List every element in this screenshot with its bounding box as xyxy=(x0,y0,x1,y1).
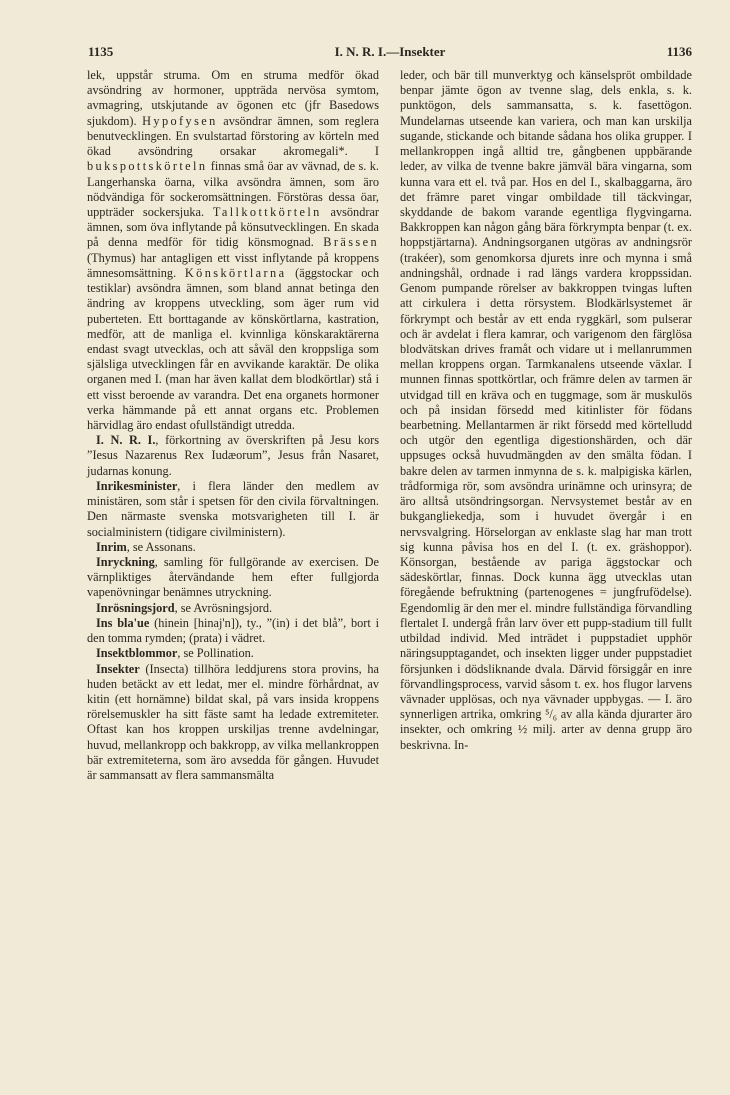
page-number-right: 1136 xyxy=(666,44,692,59)
entry-inrikesminister: Inrikesminister, i flera länder den medlem av ministären, som står i spetsen för den civila förvaltningen. Den närmaste svenska motsvarigheten till I. är socialministern (tidigare civilministern). xyxy=(87,478,379,539)
page-number-left: 1135 xyxy=(88,44,114,59)
entry-inrim: Inrim, se Assonans. xyxy=(96,539,196,554)
entry-headword: Inrim xyxy=(96,539,127,554)
running-header xyxy=(88,44,692,60)
entry-headword: Inrösningsjord xyxy=(96,600,175,615)
term-brassen: Brässen xyxy=(323,235,379,250)
right-column xyxy=(400,68,692,753)
entry-insekter: Insekter (Insecta) tillhöra leddjurens stora provins, ha huden betäckt av ett ledat, mer el. mindre förhårdnat, av kitin (ett hornämne) bildat skal, på vars insida kroppens rörelsemuskler ha sitt fäste samt ha ledade extremiteter. Oftast kan hos kroppen urskiljas trenne avdelningar, huvud, mellankropp och bakkropp, av vilka mellankroppen bär extremiteterna, som äro avsedda för gången. Huvudet är sammansatt av flera sammansmälta xyxy=(87,661,379,783)
entry-headword: Insekter xyxy=(96,661,140,676)
entry-headword: I. N. R. I. xyxy=(96,433,156,448)
term-hypofysen: Hypofysen xyxy=(142,113,218,128)
entry-headword: Inryckning xyxy=(96,555,155,569)
entry-headword: Insektblommor xyxy=(96,646,178,661)
entry-headword: Ins bla'ue xyxy=(96,615,150,630)
insekter-continuation: leder, och bär till munverktyg och känselspröt ombildade benpar jämte ögon av tvenne slag, dels enkla, s. k. punktögon, dels sammansatta, s. k. fasettögon. Mundelarnas utseende kan variera, och man kan urskilja sugande, stickande och bitande sådana hos olika grupper. I mellankroppen ingå alltid tre, gångbenen uppbärande leder, av vilka de tvenne bakre jämväl bära vingarna, som kunna vara ett el. två par. Hos en del I., skalbaggarna, äro det främre paret vingar ombildade till täckvingar, skyddande de bakom varande egentliga flygvingarna. Bakkroppen kan någon gång bära förkrympta benpar (t. ex. hoppstjärtarna). Andningsorganen utgöras av andningsrör (trakéer), som genomkorsa djurets inre och mynna i små andningshål, ordnade i rad längs vardera kroppssidan. Genom pumpande rörelser av bakkroppen tvingas luften att cirkulera i detta rörsystem. Blodkärlsystemet är förkrympt och består av ett enda ryggkärl, som pulserar och är avdelat i flera kamrar, och varigenom den färglösa blodvätskan drives framåt och vidare ut i mellanrummen mellan kroppens organ. Tarmkanalens utseende växlar. I munnen finnas spottkörtlar, och främre delen av tarmen är utvidgad till en kräva och en tuggmage, som är muskulös och på insidan försedd med kitinlister för födans bearbetning. Mellantarmen är rikt försedd med körtelludd och utgör den egentliga digestionshärden, och där uppsuges också huvudmängden av den smälta födan. I bakre delen av tarmen inmynna de s. k. malpigiska kärlen, trådformiga rör, som avsöndra urinämne och urinsyra; de äro alltså utsöndringsorgan. Nervsystemet består av en bukgangliekedja, som i huvudet övergår i en nervsvalgring. Hörselorgan av enklaste slag har man trott sig kunna påvisa hos en del I. (t. ex. gräshoppor). Könsorgan, bestående av pariga äggstockar och sädeskörtlar, finnas. Dock kunna ägg utvecklas utan föregående befruktning (partenogenes = jungfrufödelse). Egendomlig är den mer el. mindre fullständiga förvandling flertalet I. undergå från larv över ett pupp-stadium till fullt utbildad individ. Med inträdet i puppstadiet upphör näringsupptagandet, och insekten ligger under puppstadiet försjunken i dödsliknande dvala. Därvid försiggår en inre förvandlingsprocess, varvid såsom t. ex. hos flugor larvens vävnader upplösas, och nya vävnader uppbygas. — I. äro synnerligen artrika, omkring ⁵/₆ av alla kända djurarter äro insekter, och omkring ½ milj. arter av denna grupp äro beskrivna. In- xyxy=(400,68,692,752)
entry-inri: I. N. R. I., förkortning av överskriften på Jesu kors ”Iesus Nazarenus Rex Iudæorum”, Jesus från Nasaret, judarnas konung. xyxy=(87,433,379,478)
entry-inryckning: Inryckning, samling för fullgörande av exercisen. De värnpliktiges återvändande hem efter fullgjorda vapenövningar benämnes utryckning. xyxy=(87,555,379,600)
entry-insektblommor: Insektblommor, se Pollination. xyxy=(96,646,254,661)
term-konskortlarna: Könskörtlarna xyxy=(184,265,287,280)
left-column xyxy=(87,68,379,783)
running-title: I. N. R. I.—Insekter xyxy=(334,44,446,59)
term-bukspottskorteln: bukspottskörteln xyxy=(87,159,208,174)
term-tallkottkorteln: Tallkottkörteln xyxy=(212,204,322,219)
entry-inrosningsjord: Inrösningsjord, se Avrösningsjord. xyxy=(96,600,273,615)
entry-headword: Inrikesminister xyxy=(96,478,178,493)
entry-ins-bla-ue: Ins bla'ue (hinein [hinaj'n]), ty., ”(in) i det blå”, bort i den tomma rymden; (prata) i vädret. xyxy=(87,615,379,646)
endocrine-continuation: lek, uppstår struma. Om en struma medför ökad avsöndring av hormoner, uppträda nervösa symtom, avmagring, utskjutande av ögonen etc (jfr Basedows sjukdom). Hypofysen avsöndrar ämnen, som reglera benutvecklingen. En svulstartad förstoring av körteln med ökad avsöndring orsakar akromegali*. I bukspottskörteln finnas små öar av vävnad, de s. k. Langerhanska öarna, vilka avsöndra ämnen, som äro nödvändiga för sockeromsättningen. Förstöras dessa öar, uppträder sockersjuka. Tallkottkörteln avsöndrar ämnen, som öva inflytande på könsutvecklingen. En skada på denna medför för tidig könsmognad. Brässen (Thymus) har antagligen ett visst inflytande på kroppens ämnesomsättning. Könskörtlarna (äggstockar och testiklar) avsöndra ämnen, som bland annat betinga den ändring av kroppens utveckling, som äger rum vid puberteten. Ett borttagande av könskörtlarna, kastration, medför, att de manliga el. kvinnliga könskaraktärerna endast svagt utvecklas, och att såväl den kroppsliga som själsliga utvecklingen får en avvikande karaktär. De olika organen med I. (man har även kallat dem blodkörtlar) stå i ett visst beroende av varandra. Det ena organets hormoner verka hämmande på ett annat organs etc. Problemen härvidlag äro endast ofullständigt utredda. xyxy=(87,68,380,433)
